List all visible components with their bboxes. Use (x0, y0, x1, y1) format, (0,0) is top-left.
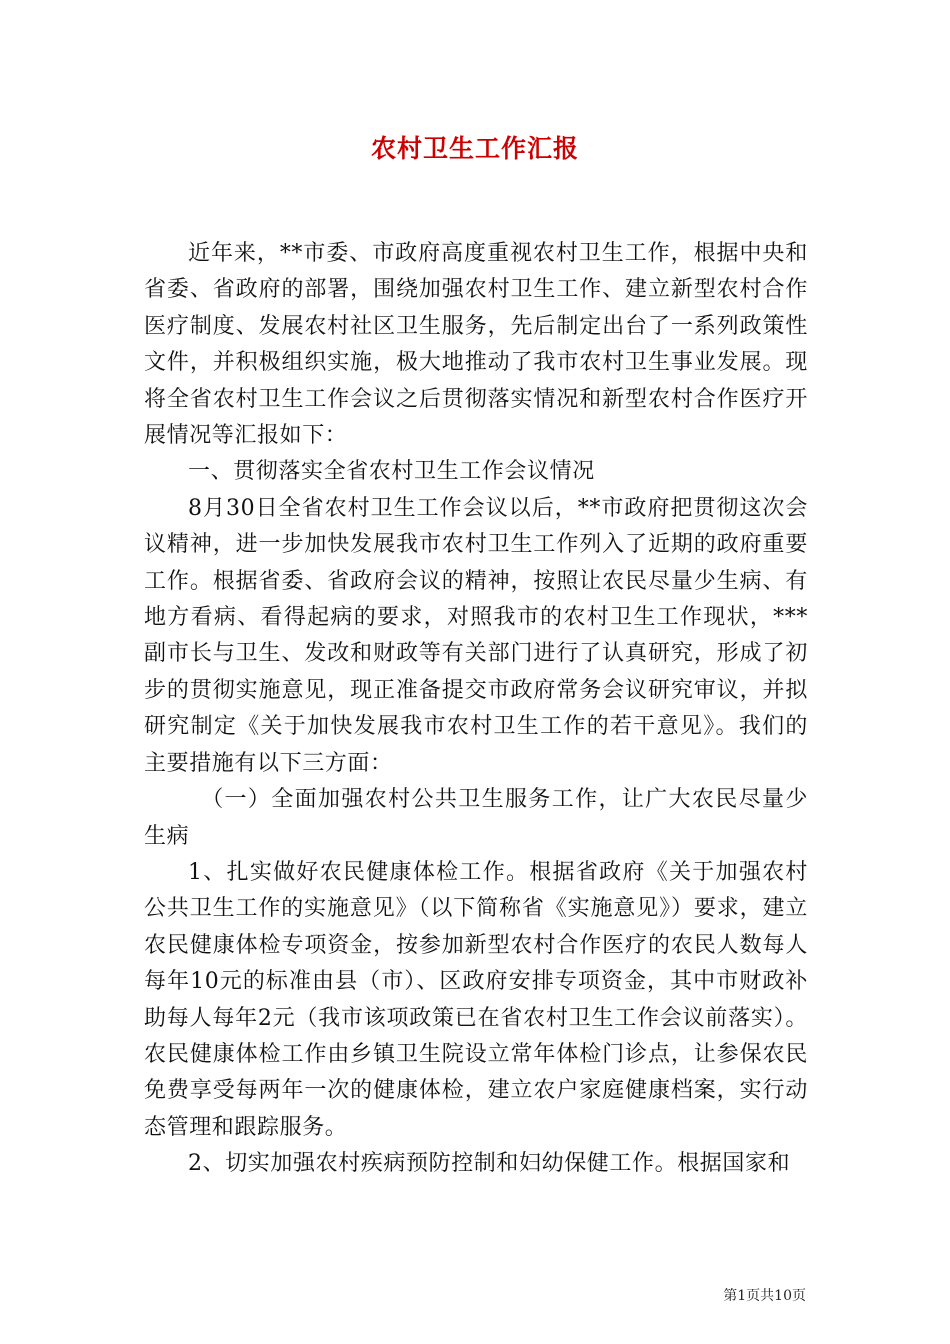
section-heading-1: 一、贯彻落实全省农村卫生工作会议情况 (188, 459, 595, 485)
paragraph-intro: 近年来，**市委、市政府高度重视农村卫生工作，根据中央和省委、省政府的部署，围绕加强农村卫生工作、建立新型农村合作医疗制度、发展农村社区卫生服务，先后制定出台了一系列政策性文件，并积极组织实施，极大地推动了我市农村卫生事业发展。现将全省农村卫生工作会议之后贯彻落实情况和新型农村合作医疗开展情况等汇报如下： (144, 241, 808, 449)
paragraph-item-2: 2、切实加强农村疾病预防控制和妇幼保健工作。根据国家和 (188, 1151, 791, 1177)
document-body (144, 236, 808, 1183)
paragraph-item-1: 1、扎实做好农民健康体检工作。根据省政府《关于加强农村公共卫生工作的实施意见》（以下简称省《实施意见》）要求，建立农民健康体检专项资金，按参加新型农村合作医疗的农民人数每人每年10元的标准由县（市）、区政府安排专项资金，其中市财政补助每人每年2元（我市该项政策已在省农村卫生工作会议前落实）。农民健康体检工作由乡镇卫生院设立常年体检门诊点，让参保农民免费享受每两年一次的健康体检，建立农户家庭健康档案，实行动态管理和跟踪服务。 (144, 859, 808, 1140)
subsection-heading-1: （一）全面加强农村公共卫生服务工作，让广大农民尽量少生病 (144, 787, 808, 849)
page-number-footer: 第1页共10页 (723, 1288, 806, 1304)
document-title: 农村卫生工作汇报 (370, 134, 579, 163)
paragraph-section-1: 8月30日全省农村卫生工作会议以后，**市政府把贯彻这次会议精神，进一步加快发展我市农村卫生工作列入了近期的政府重要工作。根据省委、省政府会议的精神，按照让农民尽量少生病、有地方看病、看得起病的要求，对照我市的农村卫生工作现状，***副市长与卫生、发改和财政等有关部门进行了认真研究，形成了初步的贯彻实施意见，现正准备提交市政府常务会议研究审议，并拟研究制定《关于加快发展我市农村卫生工作的若干意见》。我们的主要措施有以下三方面： (144, 495, 808, 776)
